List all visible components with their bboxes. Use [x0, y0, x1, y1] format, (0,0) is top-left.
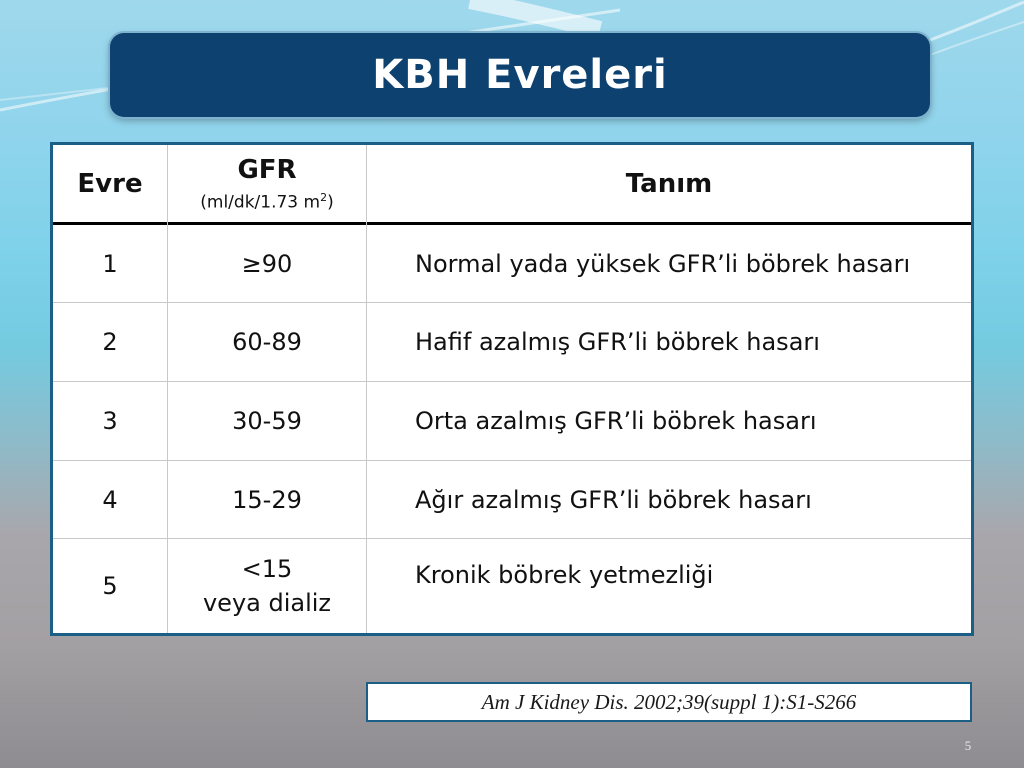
table-row-5-stage	[53, 539, 167, 633]
description-value: Ağır azalmış GFR’li böbrek hasarı	[415, 485, 812, 514]
header-description	[367, 145, 971, 222]
table-row-1-description	[367, 225, 971, 302]
table-row-5-gfr	[168, 539, 366, 633]
gfr-value-line1: <15	[241, 555, 293, 583]
table-row-1-gfr	[168, 225, 366, 302]
stage-value: 2	[102, 328, 118, 356]
stage-value: 5	[102, 572, 118, 600]
header-gfr-unit-sup: 2	[320, 190, 328, 204]
reference-citation: Am J Kidney Dis. 2002;39(suppl 1):S1-S266	[481, 689, 857, 714]
header-stage-label: Evre	[77, 168, 143, 199]
header-gfr-unit	[200, 191, 333, 213]
table-row-4-stage	[53, 461, 167, 538]
slide-title: KBH Evreleri	[372, 52, 668, 98]
description-value: Normal yada yüksek GFR’li böbrek hasarı	[415, 249, 911, 278]
ckd-stage-table	[50, 142, 974, 636]
gfr-value: ≥90	[241, 249, 293, 278]
table-row-4-gfr	[168, 461, 366, 538]
table-row-3-stage	[53, 382, 167, 460]
title-banner	[110, 33, 930, 117]
header-gfr-label: GFR	[237, 154, 297, 185]
stage-value: 3	[102, 407, 118, 435]
table-row-2-stage	[53, 303, 167, 381]
header-stage	[53, 145, 167, 222]
description-value: Kronik böbrek yetmezliği	[415, 561, 714, 589]
header-description-label: Tanım	[625, 168, 713, 199]
table-header	[53, 145, 971, 225]
stage-value: 1	[102, 249, 118, 278]
gfr-value: 60-89	[232, 328, 302, 356]
gfr-value: 15-29	[232, 485, 302, 514]
description-value: Hafif azalmış GFR’li böbrek hasarı	[415, 328, 820, 356]
table-row-3-description	[367, 382, 971, 460]
header-gfr-unit-prefix: (ml/dk/1.73 m	[200, 192, 321, 213]
table-row-1-stage	[53, 225, 167, 302]
gfr-value: 30-59	[232, 407, 302, 435]
gfr-value-line2: veya dializ	[202, 589, 332, 617]
stage-value: 4	[102, 485, 118, 514]
table-row-4-description	[367, 461, 971, 538]
header-gfr	[168, 145, 366, 222]
table-row-2-gfr	[168, 303, 366, 381]
table-row-5-description	[367, 539, 971, 633]
header-gfr-unit-suffix: )	[327, 192, 334, 213]
table-row-2-description	[367, 303, 971, 381]
table-row-3-gfr	[168, 382, 366, 460]
page-number: 5	[964, 738, 972, 753]
description-value: Orta azalmış GFR’li böbrek hasarı	[415, 407, 817, 435]
reference-box	[366, 682, 972, 722]
